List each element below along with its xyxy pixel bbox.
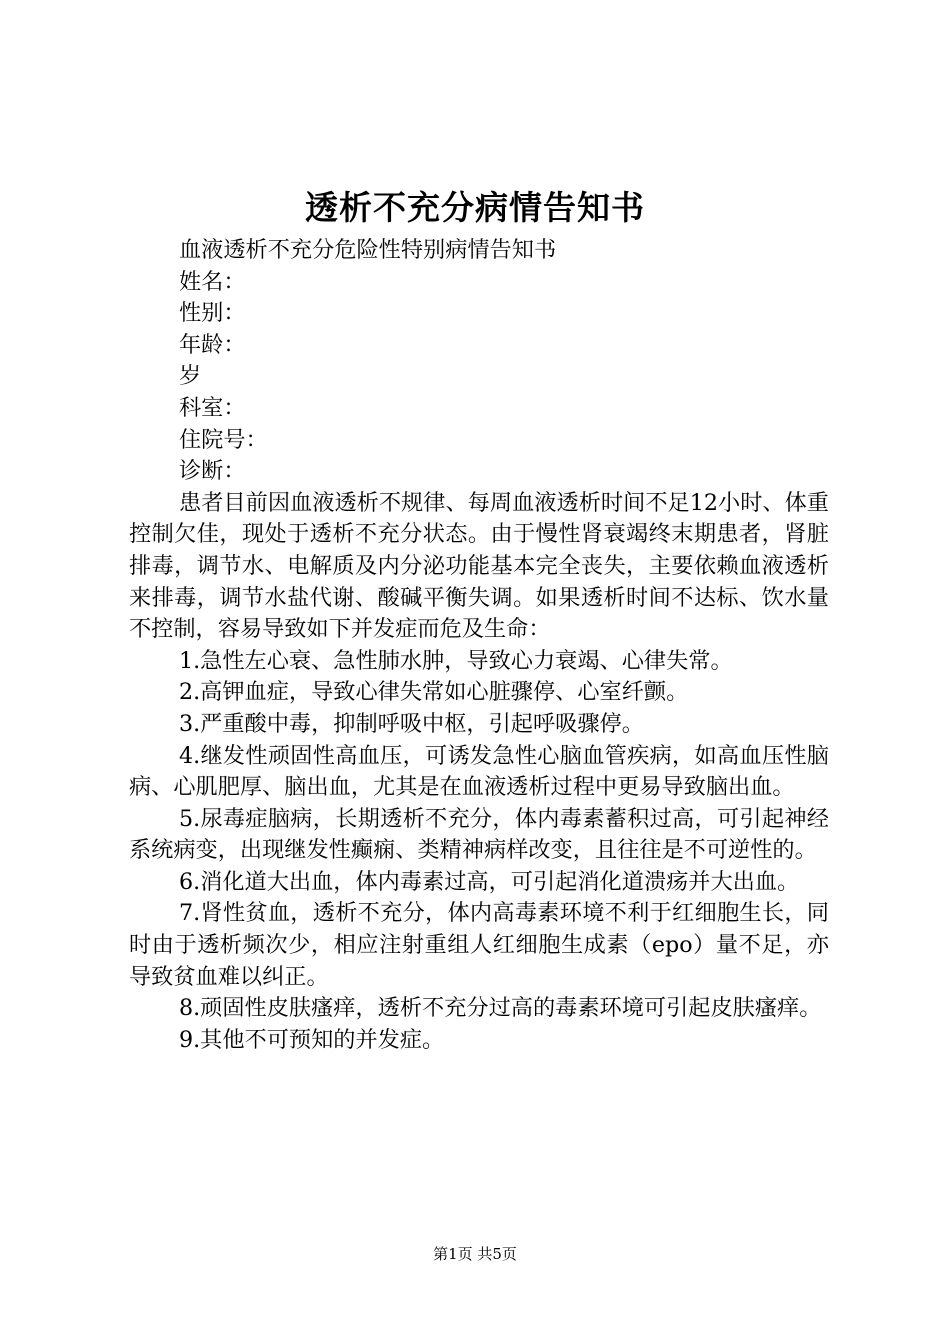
name-field-label: 姓名：	[179, 268, 246, 295]
gender-field-label: 性别：	[179, 300, 246, 327]
diagnosis-field-label: 诊断：	[179, 458, 246, 485]
department-field-label: 科室：	[179, 394, 246, 421]
complication-item: 6.消化道大出血，体内毒素过高，可引起消化道溃疡并大出血。	[179, 868, 800, 895]
complication-item: 4.继发性顽固性高血压，可诱发急性心脑血管疾病，如高血压性脑病、心肌肥厚、脑出血，尤其是在血液透析过程中更易导致脑出血。	[129, 742, 829, 801]
complication-item: 2.高钾血症，导致心律失常如心脏骤停、心室纤颤。	[179, 679, 689, 706]
admission-number-field-label: 住院号：	[179, 426, 268, 453]
age-field-label: 年龄：	[179, 331, 246, 358]
age-unit-label: 岁	[179, 363, 202, 390]
complication-item: 8.顽固性皮肤瘙痒，透析不充分过高的毒素环境可引起皮肤瘙痒。	[179, 995, 822, 1022]
condition-paragraph: 患者目前因血液透析不规律、每周血液透析时间不足12小时、体重控制欠佳，现处于透析不充分状态。由于慢性肾衰竭终末期患者，肾脏排毒，调节水、电解质及内分泌功能基本完全丧失，主要依赖血液透析来排毒，调节水盐代谢、酸碱平衡失调。如果透析时间不达标、饮水量不控制，容易导致如下并发症而危及生命：	[129, 489, 829, 643]
complication-item: 5.尿毒症脑病，长期透析不充分，体内毒素蓄积过高，可引起神经系统病变，出现继发性癫痫、类精神病样改变，且往往是不可逆性的。	[129, 805, 829, 864]
complication-item: 9.其他不可预知的并发症。	[179, 1026, 445, 1053]
complication-item: 3.严重酸中毒，抑制呼吸中枢，引起呼吸骤停。	[179, 710, 644, 737]
subtitle-paragraph: 血液透析不充分危险性特别病情告知书	[179, 237, 557, 263]
document-title: 透析不充分病情告知书	[305, 188, 645, 227]
complication-item: 7.肾性贫血，透析不充分，体内高毒素环境不利于红细胞生长，同时由于透析频次少，相应注射重组人红细胞生成素（epo）量不足，亦导致贫血难以纠正。	[129, 900, 829, 990]
complication-item: 1.急性左心衰、急性肺水肿，导致心力衰竭、心律失常。	[179, 647, 733, 674]
document-body	[129, 235, 829, 1056]
page-footer: 第1页 共5页	[433, 1245, 517, 1263]
